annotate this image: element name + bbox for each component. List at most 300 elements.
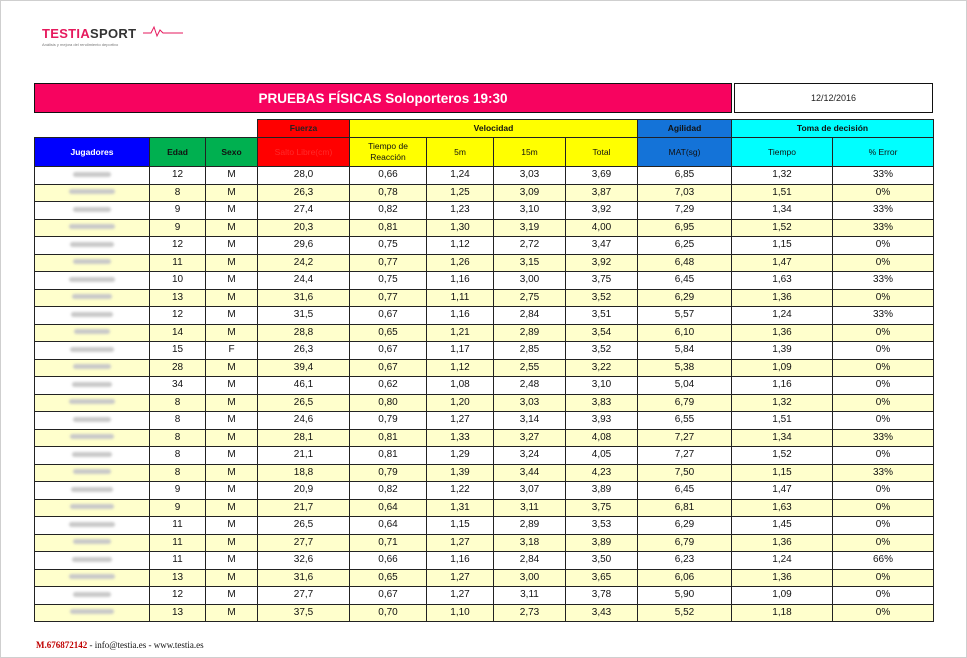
cell-jugador-redacted	[35, 464, 150, 482]
cell-mat: 6,85	[638, 167, 732, 185]
cell-reaccion: 0,81	[350, 429, 427, 447]
cell-total: 4,00	[566, 219, 638, 237]
cell-15m: 3,11	[494, 499, 566, 517]
cell-salto: 37,5	[258, 604, 350, 622]
cell-tiempo: 1,34	[732, 202, 833, 220]
cell-15m: 2,89	[494, 517, 566, 535]
cell-edad: 13	[150, 289, 206, 307]
cell-15m: 3,14	[494, 412, 566, 430]
cell-reaccion: 0,81	[350, 447, 427, 465]
table-row	[35, 307, 934, 325]
cell-5m: 1,26	[427, 254, 494, 272]
cell-error: 0%	[833, 569, 934, 587]
cell-reaccion: 0,67	[350, 307, 427, 325]
cell-edad: 34	[150, 377, 206, 395]
cell-jugador-redacted	[35, 324, 150, 342]
cell-mat: 5,84	[638, 342, 732, 360]
cell-5m: 1,33	[427, 429, 494, 447]
cell-tiempo: 1,36	[732, 569, 833, 587]
cell-tiempo: 1,15	[732, 237, 833, 255]
cell-reaccion: 0,66	[350, 167, 427, 185]
table-row	[35, 272, 934, 290]
cell-edad: 12	[150, 307, 206, 325]
cell-edad: 8	[150, 464, 206, 482]
table-row	[35, 429, 934, 447]
cell-sexo: M	[206, 517, 258, 535]
cell-jugador-redacted	[35, 482, 150, 500]
cell-sexo: M	[206, 359, 258, 377]
cell-tiempo: 1,16	[732, 377, 833, 395]
cell-sexo: M	[206, 534, 258, 552]
cell-15m: 3,00	[494, 569, 566, 587]
cell-salto: 27,4	[258, 202, 350, 220]
table-row	[35, 534, 934, 552]
cell-mat: 6,81	[638, 499, 732, 517]
cell-salto: 26,3	[258, 342, 350, 360]
cell-jugador-redacted	[35, 429, 150, 447]
cell-salto: 26,5	[258, 517, 350, 535]
cell-error: 33%	[833, 167, 934, 185]
cell-jugador-redacted	[35, 587, 150, 605]
cell-sexo: M	[206, 587, 258, 605]
cell-15m: 3,44	[494, 464, 566, 482]
cell-salto: 29,6	[258, 237, 350, 255]
cell-reaccion: 0,65	[350, 324, 427, 342]
cell-tiempo: 1,36	[732, 289, 833, 307]
cell-tiempo: 1,24	[732, 307, 833, 325]
cell-mat: 5,57	[638, 307, 732, 325]
cell-salto: 28,0	[258, 167, 350, 185]
cell-error: 0%	[833, 324, 934, 342]
cell-15m: 2,84	[494, 307, 566, 325]
table-row	[35, 377, 934, 395]
cell-total: 3,50	[566, 552, 638, 570]
cell-5m: 1,27	[427, 587, 494, 605]
cell-salto: 24,4	[258, 272, 350, 290]
cell-error: 33%	[833, 272, 934, 290]
cell-15m: 3,11	[494, 587, 566, 605]
cell-error: 0%	[833, 237, 934, 255]
column-header-row	[35, 138, 934, 167]
cell-sexo: M	[206, 219, 258, 237]
cell-edad: 9	[150, 202, 206, 220]
cell-jugador-redacted	[35, 447, 150, 465]
footer-phone: M.676872142	[36, 640, 88, 650]
cell-mat: 7,03	[638, 184, 732, 202]
footer-email-web: - info@testia.es - www.testia.es	[87, 640, 204, 650]
col-tiempo-reaccion: Tiempo de Reacción	[350, 138, 427, 167]
redacted-name-blur	[69, 277, 115, 282]
cell-total: 3,78	[566, 587, 638, 605]
cell-reaccion: 0,67	[350, 587, 427, 605]
cell-sexo: M	[206, 202, 258, 220]
group-agilidad: Agilidad	[638, 120, 732, 138]
table-row	[35, 359, 934, 377]
cell-reaccion: 0,79	[350, 412, 427, 430]
cell-reaccion: 0,64	[350, 517, 427, 535]
cell-total: 3,52	[566, 342, 638, 360]
cell-error: 33%	[833, 219, 934, 237]
cell-5m: 1,10	[427, 604, 494, 622]
cell-edad: 11	[150, 534, 206, 552]
cell-jugador-redacted	[35, 237, 150, 255]
cell-tiempo: 1,09	[732, 587, 833, 605]
cell-reaccion: 0,67	[350, 359, 427, 377]
cell-5m: 1,21	[427, 324, 494, 342]
redacted-name-blur	[69, 189, 115, 194]
cell-jugador-redacted	[35, 552, 150, 570]
cell-total: 3,22	[566, 359, 638, 377]
cell-tiempo: 1,52	[732, 447, 833, 465]
cell-15m: 3,09	[494, 184, 566, 202]
cell-jugador-redacted	[35, 359, 150, 377]
cell-5m: 1,17	[427, 342, 494, 360]
cell-total: 3,92	[566, 202, 638, 220]
cell-edad: 28	[150, 359, 206, 377]
cell-error: 0%	[833, 289, 934, 307]
cell-reaccion: 0,75	[350, 272, 427, 290]
cell-jugador-redacted	[35, 219, 150, 237]
group-fuerza: Fuerza	[258, 120, 350, 138]
cell-edad: 11	[150, 552, 206, 570]
redacted-name-blur	[73, 364, 111, 369]
redacted-name-blur	[73, 417, 111, 422]
cell-15m: 3,15	[494, 254, 566, 272]
cell-edad: 9	[150, 482, 206, 500]
cell-5m: 1,15	[427, 517, 494, 535]
cell-edad: 12	[150, 587, 206, 605]
cell-total: 4,05	[566, 447, 638, 465]
cell-sexo: M	[206, 569, 258, 587]
cell-sexo: M	[206, 272, 258, 290]
table-row	[35, 517, 934, 535]
col-total: Total	[566, 138, 638, 167]
table-row	[35, 464, 934, 482]
cell-reaccion: 0,82	[350, 482, 427, 500]
cell-5m: 1,12	[427, 237, 494, 255]
col-tiempo: Tiempo	[732, 138, 833, 167]
cell-error: 0%	[833, 342, 934, 360]
cell-5m: 1,12	[427, 359, 494, 377]
cell-tiempo: 1,51	[732, 412, 833, 430]
report-title: PRUEBAS FÍSICAS Soloporteros 19:30	[34, 83, 732, 113]
cell-jugador-redacted	[35, 167, 150, 185]
cell-mat: 6,55	[638, 412, 732, 430]
cell-jugador-redacted	[35, 412, 150, 430]
cell-mat: 7,29	[638, 202, 732, 220]
cell-15m: 2,48	[494, 377, 566, 395]
redacted-name-blur	[71, 487, 113, 492]
cell-edad: 8	[150, 429, 206, 447]
cell-total: 3,75	[566, 499, 638, 517]
cell-total: 3,69	[566, 167, 638, 185]
cell-jugador-redacted	[35, 377, 150, 395]
heartbeat-icon	[143, 24, 183, 38]
cell-mat: 6,25	[638, 237, 732, 255]
cell-error: 33%	[833, 307, 934, 325]
cell-error: 0%	[833, 394, 934, 412]
cell-sexo: M	[206, 412, 258, 430]
cell-tiempo: 1,24	[732, 552, 833, 570]
table-row	[35, 167, 934, 185]
cell-mat: 5,52	[638, 604, 732, 622]
cell-sexo: F	[206, 342, 258, 360]
table-row	[35, 289, 934, 307]
cell-jugador-redacted	[35, 254, 150, 272]
cell-mat: 5,90	[638, 587, 732, 605]
cell-salto: 39,4	[258, 359, 350, 377]
cell-salto: 46,1	[258, 377, 350, 395]
cell-jugador-redacted	[35, 534, 150, 552]
cell-tiempo: 1,32	[732, 167, 833, 185]
cell-total: 3,89	[566, 534, 638, 552]
cell-tiempo: 1,47	[732, 254, 833, 272]
table-row	[35, 552, 934, 570]
cell-5m: 1,27	[427, 412, 494, 430]
cell-error: 0%	[833, 482, 934, 500]
redacted-name-blur	[70, 504, 114, 509]
cell-salto: 20,3	[258, 219, 350, 237]
cell-jugador-redacted	[35, 342, 150, 360]
redacted-name-blur	[70, 434, 114, 439]
cell-5m: 1,16	[427, 552, 494, 570]
cell-error: 0%	[833, 359, 934, 377]
redacted-name-blur	[72, 382, 112, 387]
cell-error: 0%	[833, 604, 934, 622]
cell-15m: 2,73	[494, 604, 566, 622]
cell-salto: 27,7	[258, 587, 350, 605]
cell-sexo: M	[206, 464, 258, 482]
cell-mat: 6,29	[638, 517, 732, 535]
group-toma-decision: Toma de decisión	[732, 120, 934, 138]
table-row	[35, 324, 934, 342]
cell-tiempo: 1,34	[732, 429, 833, 447]
cell-edad: 14	[150, 324, 206, 342]
group-header-row	[35, 120, 934, 138]
cell-15m: 3,19	[494, 219, 566, 237]
cell-salto: 24,2	[258, 254, 350, 272]
cell-sexo: M	[206, 167, 258, 185]
cell-error: 33%	[833, 429, 934, 447]
cell-salto: 32,6	[258, 552, 350, 570]
logo-brand-a: TESTIA	[42, 26, 91, 41]
cell-5m: 1,27	[427, 569, 494, 587]
cell-tiempo: 1,36	[732, 324, 833, 342]
cell-sexo: M	[206, 237, 258, 255]
cell-sexo: M	[206, 447, 258, 465]
cell-error: 0%	[833, 412, 934, 430]
cell-total: 3,92	[566, 254, 638, 272]
cell-reaccion: 0,70	[350, 604, 427, 622]
cell-edad: 13	[150, 569, 206, 587]
cell-tiempo: 1,36	[732, 534, 833, 552]
cell-edad: 12	[150, 167, 206, 185]
cell-15m: 3,03	[494, 167, 566, 185]
table-row	[35, 237, 934, 255]
cell-5m: 1,24	[427, 167, 494, 185]
redacted-name-blur	[73, 539, 111, 544]
table-row	[35, 569, 934, 587]
cell-mat: 6,29	[638, 289, 732, 307]
redacted-name-blur	[73, 592, 111, 597]
cell-total: 3,54	[566, 324, 638, 342]
cell-jugador-redacted	[35, 307, 150, 325]
cell-total: 3,83	[566, 394, 638, 412]
cell-jugador-redacted	[35, 272, 150, 290]
table-row	[35, 342, 934, 360]
cell-jugador-redacted	[35, 394, 150, 412]
cell-jugador-redacted	[35, 184, 150, 202]
logo-brand-b: SPORT	[90, 26, 137, 41]
cell-mat: 6,79	[638, 394, 732, 412]
cell-tiempo: 1,15	[732, 464, 833, 482]
redacted-name-blur	[72, 452, 112, 457]
table-row	[35, 202, 934, 220]
cell-15m: 3,10	[494, 202, 566, 220]
cell-15m: 3,24	[494, 447, 566, 465]
col-error: % Error	[833, 138, 934, 167]
redacted-name-blur	[69, 224, 115, 229]
cell-5m: 1,39	[427, 464, 494, 482]
cell-total: 3,10	[566, 377, 638, 395]
cell-total: 3,89	[566, 482, 638, 500]
cell-15m: 3,07	[494, 482, 566, 500]
cell-salto: 31,5	[258, 307, 350, 325]
cell-salto: 21,1	[258, 447, 350, 465]
cell-edad: 12	[150, 237, 206, 255]
cell-15m: 2,72	[494, 237, 566, 255]
redacted-name-blur	[73, 172, 111, 177]
cell-mat: 7,27	[638, 447, 732, 465]
cell-edad: 8	[150, 394, 206, 412]
cell-sexo: M	[206, 499, 258, 517]
cell-error: 0%	[833, 517, 934, 535]
results-table	[34, 119, 934, 622]
col-mat: MAT(sg)	[638, 138, 732, 167]
cell-edad: 15	[150, 342, 206, 360]
cell-total: 3,47	[566, 237, 638, 255]
cell-edad: 9	[150, 219, 206, 237]
cell-jugador-redacted	[35, 604, 150, 622]
cell-reaccion: 0,81	[350, 219, 427, 237]
redacted-name-blur	[73, 469, 111, 474]
table-row	[35, 482, 934, 500]
cell-5m: 1,20	[427, 394, 494, 412]
redacted-name-blur	[71, 312, 113, 317]
cell-5m: 1,16	[427, 307, 494, 325]
cell-tiempo: 1,47	[732, 482, 833, 500]
cell-tiempo: 1,09	[732, 359, 833, 377]
cell-salto: 28,1	[258, 429, 350, 447]
cell-error: 0%	[833, 447, 934, 465]
redacted-name-blur	[73, 259, 111, 264]
col-salto-libre: Salto Libre(cm)	[258, 138, 350, 167]
cell-mat: 6,95	[638, 219, 732, 237]
cell-mat: 6,23	[638, 552, 732, 570]
cell-5m: 1,31	[427, 499, 494, 517]
cell-edad: 9	[150, 499, 206, 517]
cell-jugador-redacted	[35, 499, 150, 517]
cell-jugador-redacted	[35, 202, 150, 220]
cell-salto: 31,6	[258, 569, 350, 587]
cell-sexo: M	[206, 377, 258, 395]
col-15m: 15m	[494, 138, 566, 167]
cell-salto: 28,8	[258, 324, 350, 342]
cell-total: 3,52	[566, 289, 638, 307]
cell-error: 0%	[833, 377, 934, 395]
cell-error: 0%	[833, 534, 934, 552]
cell-15m: 2,85	[494, 342, 566, 360]
redacted-name-blur	[73, 207, 111, 212]
cell-sexo: M	[206, 482, 258, 500]
cell-5m: 1,08	[427, 377, 494, 395]
cell-error: 33%	[833, 202, 934, 220]
cell-mat: 5,04	[638, 377, 732, 395]
cell-total: 3,53	[566, 517, 638, 535]
cell-tiempo: 1,51	[732, 184, 833, 202]
cell-salto: 24,6	[258, 412, 350, 430]
cell-salto: 20,9	[258, 482, 350, 500]
cell-15m: 3,27	[494, 429, 566, 447]
redacted-name-blur	[74, 329, 110, 334]
cell-error: 66%	[833, 552, 934, 570]
cell-sexo: M	[206, 394, 258, 412]
cell-tiempo: 1,45	[732, 517, 833, 535]
cell-edad: 8	[150, 447, 206, 465]
cell-jugador-redacted	[35, 517, 150, 535]
cell-edad: 11	[150, 517, 206, 535]
cell-salto: 31,6	[258, 289, 350, 307]
cell-reaccion: 0,77	[350, 289, 427, 307]
cell-total: 4,08	[566, 429, 638, 447]
table-row	[35, 587, 934, 605]
cell-tiempo: 1,63	[732, 272, 833, 290]
table-row	[35, 219, 934, 237]
cell-reaccion: 0,75	[350, 237, 427, 255]
cell-reaccion: 0,64	[350, 499, 427, 517]
cell-total: 4,23	[566, 464, 638, 482]
redacted-name-blur	[69, 574, 115, 579]
cell-total: 3,87	[566, 184, 638, 202]
cell-mat: 6,10	[638, 324, 732, 342]
cell-edad: 8	[150, 412, 206, 430]
report-date: 12/12/2016	[734, 83, 933, 113]
group-velocidad: Velocidad	[350, 120, 638, 138]
cell-15m: 2,89	[494, 324, 566, 342]
cell-total: 3,75	[566, 272, 638, 290]
cell-edad: 8	[150, 184, 206, 202]
cell-reaccion: 0,80	[350, 394, 427, 412]
cell-reaccion: 0,67	[350, 342, 427, 360]
cell-sexo: M	[206, 552, 258, 570]
cell-mat: 5,38	[638, 359, 732, 377]
cell-edad: 11	[150, 254, 206, 272]
cell-mat: 7,50	[638, 464, 732, 482]
redacted-name-blur	[70, 609, 114, 614]
cell-total: 3,65	[566, 569, 638, 587]
redacted-name-blur	[70, 347, 114, 352]
cell-sexo: M	[206, 289, 258, 307]
cell-error: 0%	[833, 587, 934, 605]
cell-15m: 3,03	[494, 394, 566, 412]
cell-tiempo: 1,63	[732, 499, 833, 517]
cell-reaccion: 0,79	[350, 464, 427, 482]
cell-error: 0%	[833, 254, 934, 272]
empty-header-cell	[150, 120, 206, 138]
cell-5m: 1,30	[427, 219, 494, 237]
cell-reaccion: 0,65	[350, 569, 427, 587]
table-row	[35, 412, 934, 430]
